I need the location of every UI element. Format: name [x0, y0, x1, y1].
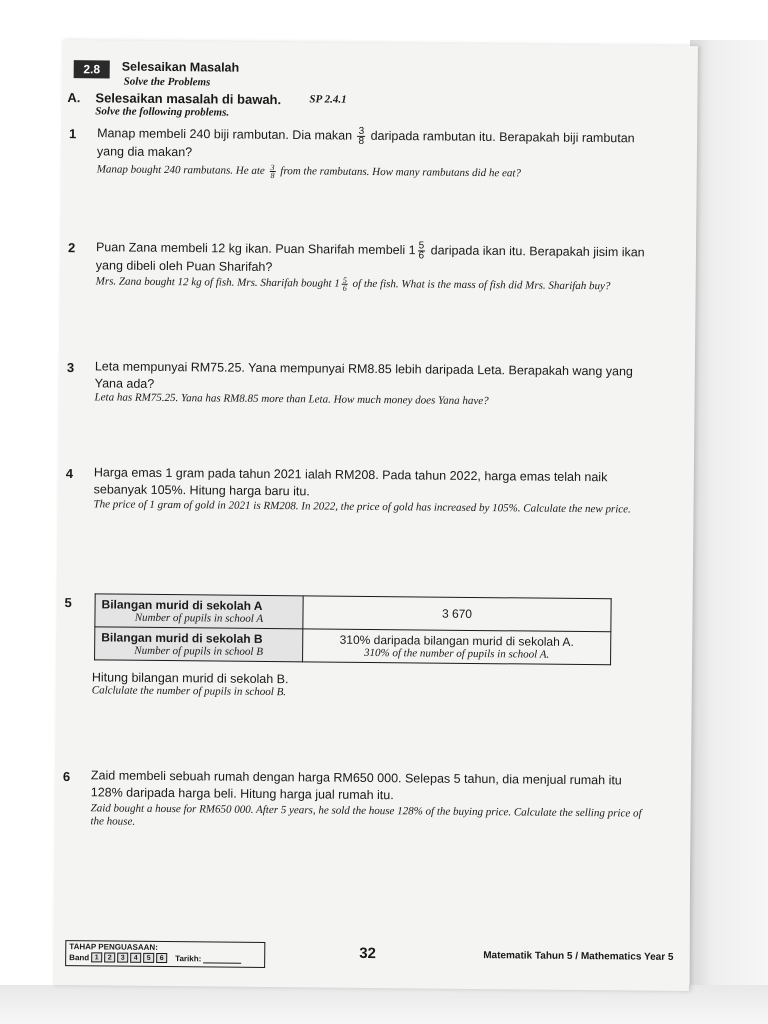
question-text-ms: Zaid membeli sebuah rumah dengan harga RM650 000. Selepas 5 tahun, dia menjual rumah itu 128% daripada harga beli. Hitung harga jual rumah itu. [90, 768, 622, 803]
table-row [95, 627, 611, 665]
fraction: $\frac{3}{8}$ [358, 125, 365, 147]
band-checkbox[interactable]: 1 [91, 952, 102, 962]
question-6 [55, 767, 675, 828]
question-number: 4 [65, 466, 74, 482]
question-number: 5 [64, 595, 72, 611]
question-text-ms: Puan Zana membeli 12 kg ikan. Puan Sharifah membeli 1 $\frac{5}{6}$ daripada ikan itu. Berapakah jisim ikan yang dibeli oleh Puan Sharifah? [95, 240, 645, 275]
question-text-ms: Leta mempunyai RM75.25. Yana mempunyai RM8.85 lebih daripada Leta. Berapakah wang yang Yana ada? [94, 359, 633, 391]
question-text-ms: Hitung bilangan murid di sekolah B. [91, 670, 289, 687]
question-number: 1 [69, 126, 77, 142]
mastery-label: TAHAP PENGUASAAN: [69, 942, 158, 952]
band-checkbox[interactable]: 5 [143, 953, 154, 963]
fraction: $\frac{5}{6}$ [418, 240, 425, 262]
standard-code: SP 2.4.1 [309, 93, 347, 106]
worksheet-page [53, 40, 698, 991]
part-letter: A. [67, 90, 81, 106]
question-1 [61, 124, 681, 181]
part-title: Selesaikan masalah di bawah. [95, 90, 282, 108]
date-field[interactable] [203, 954, 241, 963]
question-text-ms: Manap membeli 240 biji rambutan. Dia makan $\frac{3}{8}$ daripada rambutan itu. Berapakah biji rambutan yang dia makan? [96, 125, 635, 160]
fraction: $\frac{3}{8}$ [270, 163, 275, 181]
part-subtitle: Solve the following problems. [95, 105, 230, 119]
band-label: Band [69, 952, 90, 962]
question-number: 3 [66, 360, 75, 376]
question-4 [58, 464, 678, 516]
school-pupils-table [94, 593, 612, 665]
band-checkbox[interactable]: 2 [104, 952, 115, 962]
page-number: 32 [359, 944, 377, 963]
date-label: Tarikh: [175, 953, 202, 963]
table-label-cell: Bilangan murid di sekolah B Number of pupils in school B [95, 627, 303, 662]
band-checkbox[interactable]: 6 [156, 953, 167, 963]
band-checkbox[interactable]: 4 [130, 953, 141, 963]
table-value-cell: 310% daripada bilangan murid di sekolah A. 310% of the number of pupils in school A. [303, 629, 611, 665]
question-2 [60, 238, 680, 293]
question-text-en: Leta has RM75.25. Yana has RM8.85 more than Leta. How much money does Yana have? [94, 391, 489, 408]
table-row [95, 594, 611, 632]
band-checkbox[interactable]: 3 [117, 953, 128, 963]
background-table [0, 985, 768, 1024]
question-text-en: Calclulate the number of pupils in school B. [91, 684, 287, 699]
question-3 [59, 358, 679, 408]
question-text-en: Mrs. Zana bought 12 kg of fish. Mrs. Sharifah bought 1 $\frac{5}{6}$ of the fish. What is the mass of fish did Mrs. Sharifah buy? [95, 275, 611, 293]
book-title: Matematik Tahun 5 / Mathematics Year 5 [483, 950, 674, 963]
mastery-level-box [65, 940, 265, 968]
question-text-ms: Harga emas 1 gram pada tahun 2021 ialah RM208. Pada tahun 2022, harga emas telah naik sebanyak 105%. Hitung harga baru itu. [93, 465, 608, 499]
section-subtitle: Solve the Problems [123, 75, 211, 89]
question-number: 6 [62, 769, 71, 785]
section-title: Selesaikan Masalah [121, 59, 240, 75]
table-label-cell: Bilangan murid di sekolah A Number of pupils in school A [95, 594, 303, 629]
background-surface [690, 40, 768, 1024]
band-row [69, 952, 261, 964]
section-number-badge: 2.8 [74, 60, 110, 78]
fraction: $\frac{5}{6}$ [342, 275, 347, 293]
table-value-cell: 3 670 [303, 596, 611, 632]
question-5-prompt [56, 669, 676, 699]
question-text-en: The price of 1 gram of gold in 2021 is RM208. In 2022, the price of gold has increased by 105%. Calculate the new price. [93, 498, 631, 516]
question-text-en: Manap bought 240 rambutans. He ate $\frac{3}{8}$ from the rambutans. How many rambutans did he eat? [96, 163, 522, 181]
question-text-en: Zaid bought a house for RM650 000. After 5 years, he sold the house 128% of the buying price. Calculate the selling price of the house. [90, 802, 642, 828]
question-number: 2 [67, 240, 76, 256]
